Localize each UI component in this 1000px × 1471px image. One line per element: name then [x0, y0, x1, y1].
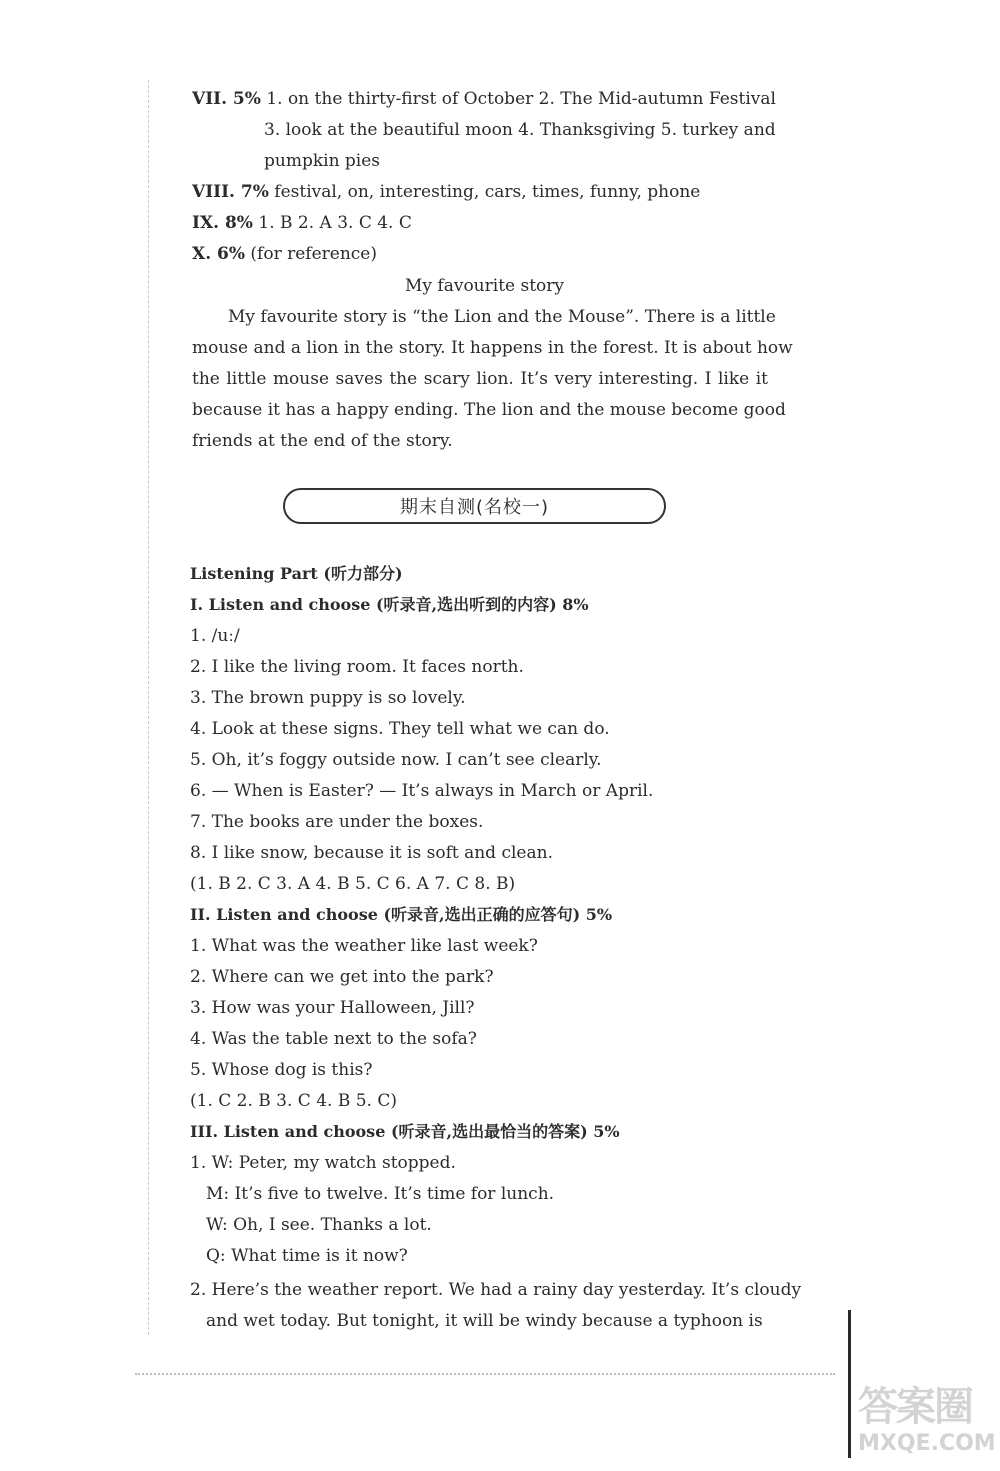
watermark-en: MXQE.COM [858, 1431, 996, 1456]
list-item: 5. Oh, it’s foggy outside now. I can’t see clearly. [190, 750, 602, 770]
bottom-dotted-rule [135, 1373, 835, 1375]
answer-x [192, 243, 377, 265]
section-1-answers: (1. B 2. C 3. A 4. B 5. C 6. A 7. C 8. B) [190, 874, 516, 894]
watermark-logo [858, 1383, 998, 1467]
list-item: 1. What was the weather like last week? [190, 936, 538, 956]
section-3-title: III. Listen and choose (听录音,选出最恰当的答案) 5% [190, 1122, 620, 1141]
story-line: friends at the end of the story. [192, 431, 453, 451]
banner-title: 期末自测(名校一) [399, 497, 550, 518]
list-item: 6. — When is Easter? — It’s always in March or April. [190, 781, 654, 801]
dialog-line: 1. W: Peter, my watch stopped. [190, 1153, 456, 1173]
answer-x-text: (for reference) [250, 244, 378, 264]
story-line: My favourite story is “the Lion and the Mouse”. There is a little [228, 307, 776, 327]
answer-viii-label: VIII. 7% [192, 182, 269, 202]
story-line: mouse and a lion in the story. It happens in the forest. It is about how [192, 338, 793, 358]
list-item: 4. Was the table next to the sofa? [190, 1029, 477, 1049]
list-item: 3. How was your Halloween, Jill? [190, 998, 475, 1018]
page-edge-line [848, 1310, 851, 1458]
story-line: because it has a happy ending. The lion and the mouse become good [192, 400, 786, 420]
list-item: 4. Look at these signs. They tell what we can do. [190, 719, 610, 739]
list-item: 1. /uː/ [190, 626, 240, 646]
section-2-title: II. Listen and choose (听录音,选出正确的应答句) 5% [190, 905, 613, 924]
answer-ix-text: 1. B 2. A 3. C 4. C [258, 213, 412, 233]
listening-part-title: Listening Part (听力部分) [190, 564, 403, 583]
section-banner [283, 488, 666, 524]
answer-ix-label: IX. 8% [192, 213, 253, 233]
story-line: the little mouse saves the scary lion. It’s very interesting. I like it [192, 369, 768, 389]
list-item: 2. I like the living room. It faces north. [190, 657, 524, 677]
margin-dashed-rule [148, 80, 149, 1335]
answer-vii-line3: pumpkin pies [264, 151, 381, 171]
dialog-line: M: It’s five to twelve. It’s time for lunch. [206, 1184, 555, 1204]
answer-viii [192, 181, 700, 203]
answer-viii-text: festival, on, interesting, cars, times, funny, phone [274, 182, 701, 202]
list-item: 7. The books are under the boxes. [190, 812, 484, 832]
answer-vii-line2: 3. look at the beautiful moon 4. Thanksgiving 5. turkey and [264, 120, 776, 140]
answer-vii-line1 [192, 88, 776, 110]
dialog-line: W: Oh, I see. Thanks a lot. [206, 1215, 432, 1235]
list-item: 3. The brown puppy is so lovely. [190, 688, 466, 708]
section-1-title: I. Listen and choose (听录音,选出听到的内容) 8% [190, 595, 589, 614]
q2-line2: and wet today. But tonight, it will be windy because a typhoon is [206, 1311, 763, 1331]
list-item: 2. Where can we get into the park? [190, 967, 494, 987]
answer-vii-text1: 1. on the thirty-first of October 2. The Mid-autumn Festival [266, 89, 776, 109]
section-2-answers: (1. C 2. B 3. C 4. B 5. C) [190, 1091, 398, 1111]
answer-x-label: X. 6% [192, 244, 246, 264]
list-item: 5. Whose dog is this? [190, 1060, 373, 1080]
list-item: 8. I like snow, because it is soft and clean. [190, 843, 553, 863]
story-title: My favourite story [405, 276, 565, 296]
q2-line1: 2. Here’s the weather report. We had a rainy day yesterday. It’s cloudy [190, 1280, 802, 1300]
answer-ix [192, 212, 412, 234]
answer-vii-label: VII. 5% [192, 89, 261, 109]
dialog-line: Q: What time is it now? [206, 1246, 408, 1266]
watermark-cn: 答案圈 [858, 1384, 972, 1430]
